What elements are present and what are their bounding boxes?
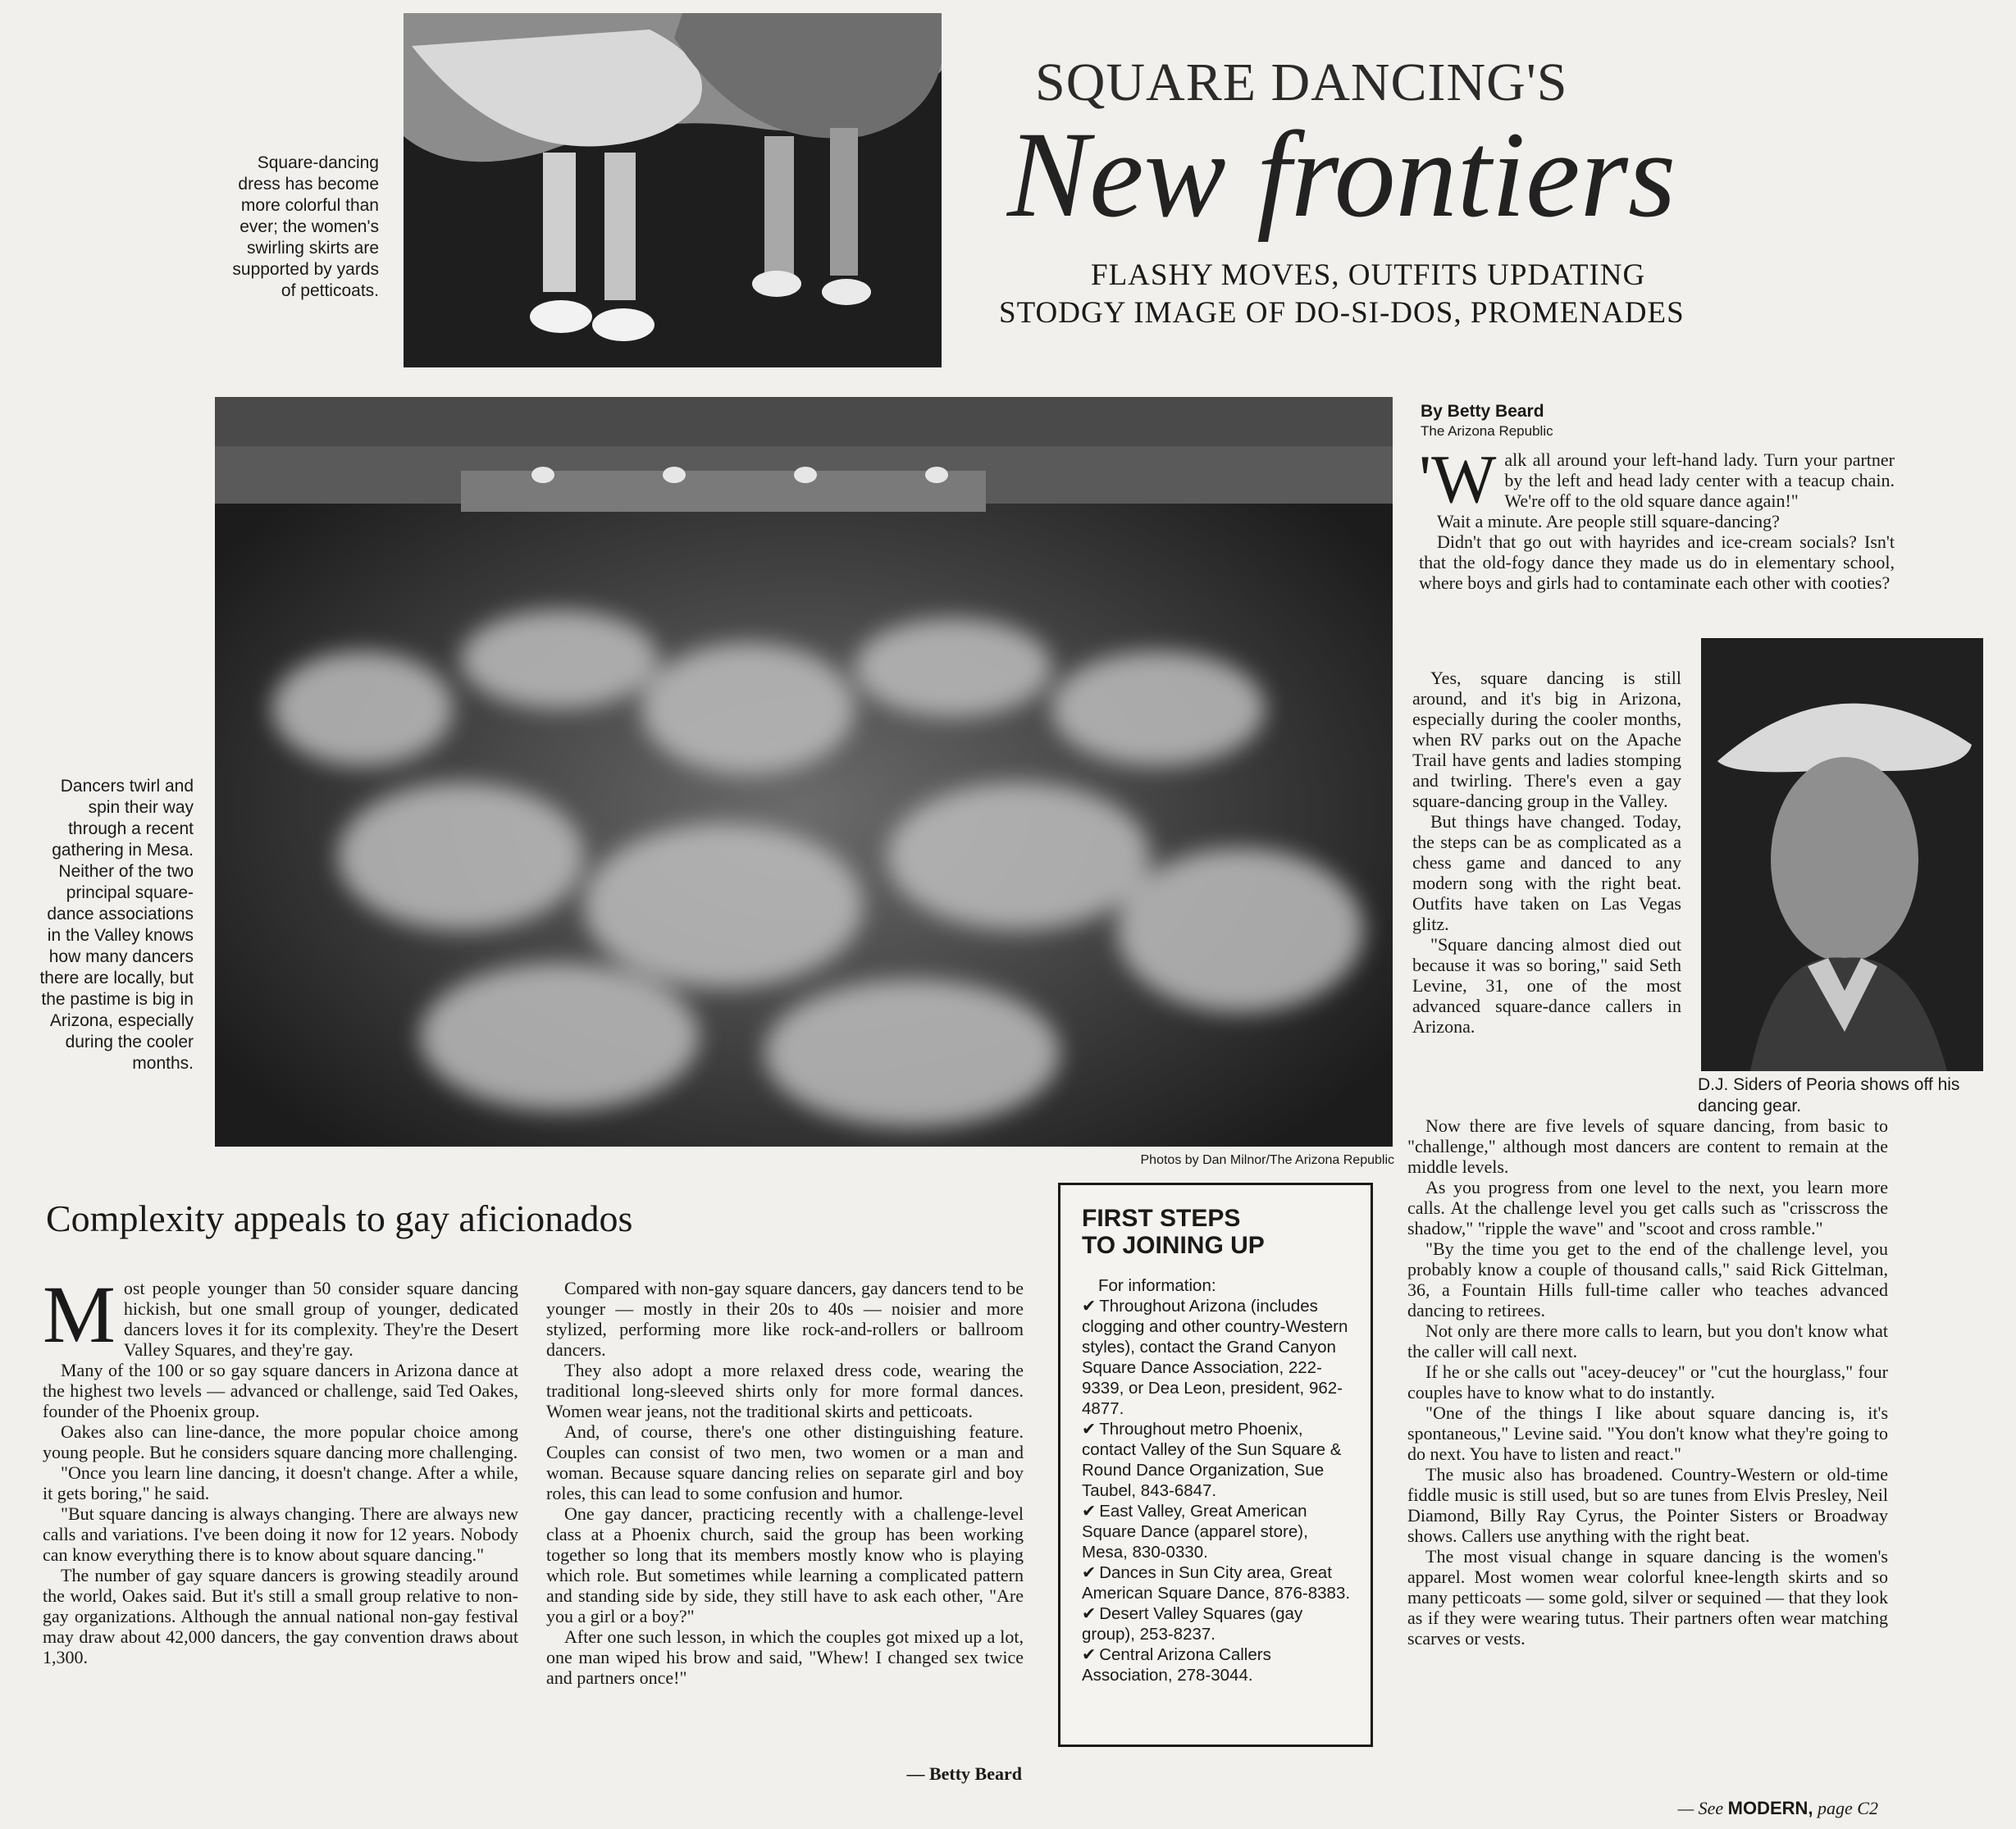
jump-line: — See MODERN, page C2 [1677,1798,1878,1818]
headline-kicker: SQUARE DANCING'S [1035,52,1568,112]
sidebar-intro: For information: [1098,1276,1216,1295]
dress-caption: Square-dancing dress has become more colorful than ever; the women's swirling skirts are supported by yards of petticoats. [232,153,379,300]
sidebar-entry: ✔ Central Arizona Callers Association, 278-3044. [1082,1645,1271,1685]
sidebar-entry: ✔ Desert Valley Squares (gay group), 253-8237. [1082,1604,1303,1644]
check-icon: ✔ [1082,1420,1097,1439]
main-story-dropcap: 'W [1419,441,1497,518]
sidebar-title-line1: FIRST STEPS [1082,1205,1241,1232]
sidebar-entry: ✔ East Valley, Great American Square Dance (apparel store), Mesa, 830-0330. [1082,1502,1308,1562]
siders-photo [1701,638,1983,1071]
gay-story-col1: Most people younger than 50 consider square dancing hickish, but one small group of younger, dedicated dancers loves it for its complexity. They're the Desert Valley Squares, and they're gay. Many of the 100 or so gay square dancers in Arizona dance at the highest two levels — advanced or challenge, said Ted Oakes, founder of the Phoenix group. Oakes also can line-dance, the more popular choice among young people. But he considers square dancing more challenging. "Once you learn line dancing, it doesn't change. After a while, it gets boring," he said. "But square dancing is always changing. There are always new calls and variations. I've been doing it now for 12 years. Nobody can know everything there is to know about square dancing." The number of gay square dancers is growing steadily around the world, Oakes said. But it's still a small group relative to non-gay organizations. Although the annual national non-gay festival may draw about 42,000 dancers, the gay convention draws about 1,300. [43,1269,518,1667]
sidebar-body [1082,1275,1352,1685]
main-story-narrow: Yes, square dancing is still around, and it's big in Arizona, especially during the cooler months, when RV parks out on the Apache Trail have gents and ladies stomping and twirling. There's even a gay square-dancing group in the Valley. But things have changed. Today, the steps can be as complicated as a chess game and danced to any modern song with the right beat. Outfits have taken on Las Vegas glitz. "Square dancing almost died out because it was so boring," said Seth Levine, 31, one of the most advanced square-dance callers in Arizona. [1412,668,1681,1037]
first-steps-sidebar [1058,1183,1373,1747]
sidebar-entry: ✔ Throughout metro Phoenix, contact Valley of the Sun Square & Round Dance Organization, Sue Taubel, 843-6847. [1082,1420,1342,1500]
check-icon: ✔ [1082,1604,1097,1623]
dancers-photo [215,397,1393,1147]
dress-photo [404,13,942,367]
check-icon: ✔ [1082,1502,1097,1521]
check-icon: ✔ [1082,1563,1097,1582]
headline-deck-line1: FLASHY MOVES, OUTFITS UPDATING [1091,258,1646,292]
gay-story-dropcap: M [43,1269,116,1360]
byline: By Betty Beard [1421,402,1544,421]
main-story-wide: Now there are five levels of square dancing, from basic to "challenge," although most dancers are content to remain at the middle levels. As you progress from one level to the next, you learn more calls. At the challenge level you get calls such as "crisscross the shadow," "ripple the wave" and "scoot and cross ramble." "By the time you get to the end of the challenge level, you probably know a couple of thousand calls," said Rick Gittelman, 36, a Fountain Hills full-time caller who teaches advanced dancing to retirees. Not only are there more calls to learn, but you don't know what the caller will call next. If he or she calls out "acey-deucey" or "cut the hourglass," four couples have to know what to do instantly. "One of the things I like about square dancing is, it's spontaneous," Levine said. "You don't know what they're going to do next. You have to listen and react." The music also has broadened. Country-Western or old-time fiddle music is still used, but so are tunes from Elvis Presley, Neil Diamond, Billy Ray Cyrus, the Pointer Sisters or Broadway shows. Callers use anything with the right beat. The most visual change in square dancing is the women's apparel. Most women wear colorful knee-length skirts and so many petticoats — some gold, silver or sequined — that they look as if they were wearing tutus. Their partners often wear matching scarves or vests. [1407,1115,1888,1649]
gay-story-col2: Compared with non-gay square dancers, gay dancers tend to be younger — mostly in their 20s to 40s — noisier and more stylized, performing more like rock-and-rollers or ballroom dancers. They also adopt a more relaxed dress code, wearing the traditional long-sleeved shirts only for more formal dances. Women wear jeans, not the traditional skirts and petticoats. And, of course, there's one other distinguishing feature. Couples can consist of two men, two women or a man and woman. Because square dancing relies on separate girl and boy roles, this can lead to some confusion and humor. One gay dancer, practicing recently with a challenge-level class at a Phoenix church, said the group has been working together so long that its members mostly know who is playing which role. But sometimes while learning a complicated pattern and standing side by side, they still have to ask each other, "Are you a girl or a boy?" After one such lesson, in which the couples got mixed up a lot, one man wiped his brow and said, "Whew! I changed sex twice and partners once!" [546,1278,1024,1688]
byline-org: The Arizona Republic [1421,423,1553,439]
check-icon: ✔ [1082,1645,1097,1664]
sidebar-entry: ✔ Throughout Arizona (includes clogging and other country-Western styles), contact the Grand Canyon Square Dance Association, 222-9339, or Dea Leon, president, 962-4877. [1082,1297,1348,1418]
sidebar-entry: ✔ Dances in Sun City area, Great American Square Dance, 876-8383. [1082,1563,1351,1603]
photo-credit: Photos by Dan Milnor/The Arizona Republic [1140,1153,1394,1167]
headline-title: New frontiers [1007,107,1676,243]
siders-caption: D.J. Siders of Peoria shows off his dancing gear. [1698,1075,1960,1115]
check-icon: ✔ [1082,1297,1097,1316]
sidebar-title-line2: TO JOINING UP [1082,1232,1265,1259]
gay-story-headline: Complexity appeals to gay aficionados [46,1197,633,1239]
gay-story-signoff: — Betty Beard [906,1763,1022,1784]
headline-deck-line2: STODGY IMAGE OF DO-SI-DOS, PROMENADES [999,296,1685,330]
main-story-intro: 'Walk all around your left-hand lady. Turn your partner by the left and head lady center with a teacup chain. We're off to the old square dance again!" Wait a minute. Are people still square-dancing? Didn't that go out with hayrides and ice-cream socials? Isn't that the old-fogy dance they made us do in elementary school, where boys and girls had to contaminate each other with cooties? [1419,441,1895,593]
dancers-caption: Dancers twirl and spin their way through a recent gathering in Mesa. Neither of the two principal square-dance associations in the Valley knows how many dancers there are locally, but the pastime is big in Arizona, especially during the cooler months. [39,777,194,1073]
